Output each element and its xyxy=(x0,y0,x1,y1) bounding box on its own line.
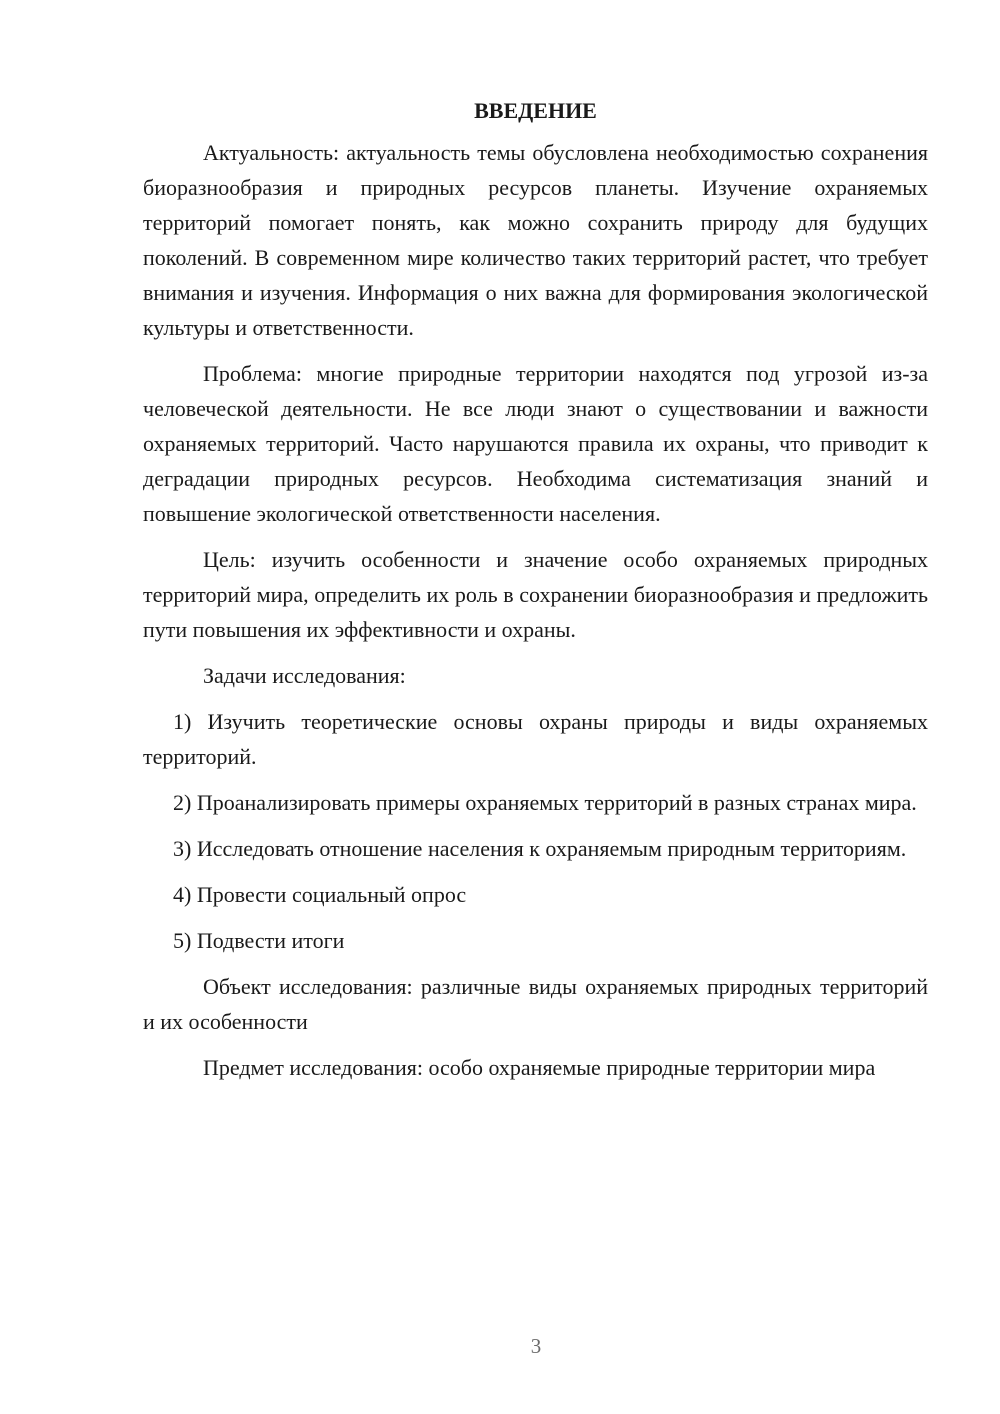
relevance-paragraph: Актуальность: актуальность темы обусловлена необходимостью сохранения биоразнообразия и природных ресурсов планеты. Изучение охраняемых территорий помогает понять, как можно сохранить природу для будущих поколений. В современном мире количество таких территорий растет, что требует внимания и изучения. Информация о них важна для формирования экологической культуры и ответственности. xyxy=(143,140,928,340)
object-paragraph: Объект исследования: различные виды охраняемых природных территорий и их особенности xyxy=(143,974,928,1034)
problem-paragraph: Проблема: многие природные территории находятся под угрозой из-за человеческой деятельности. Не все люди знают о существовании и важности охраняемых территорий. Часто нарушаются правила их охраны, что приводит к деградации природных ресурсов. Необходима систематизация знаний и повышение экологической ответственности населения. xyxy=(143,361,928,526)
task-item-3: 3) Исследовать отношение населения к охраняемым природным территориям. xyxy=(173,836,907,861)
page-number: 3 xyxy=(530,1334,542,1358)
tasks-heading: Задачи исследования: xyxy=(203,663,406,688)
subject-paragraph: Предмет исследования: особо охраняемые природные территории мира xyxy=(203,1055,876,1080)
page-title: ВВЕДЕНИЕ xyxy=(474,98,597,123)
task-item-1: 1) Изучить теоретические основы охраны природы и виды охраняемых территорий. xyxy=(143,709,928,769)
task-item-4: 4) Провести социальный опрос xyxy=(173,882,467,907)
goal-paragraph: Цель: изучить особенности и значение особо охраняемых природных территорий мира, определить их роль в сохранении биоразнообразия и предложить пути повышения их эффективности и охраны. xyxy=(143,547,928,642)
page-content xyxy=(143,96,928,1096)
task-item-5: 5) Подвести итоги xyxy=(173,928,345,953)
task-item-2: 2) Проанализировать примеры охраняемых территорий в разных странах мира. xyxy=(173,790,917,815)
